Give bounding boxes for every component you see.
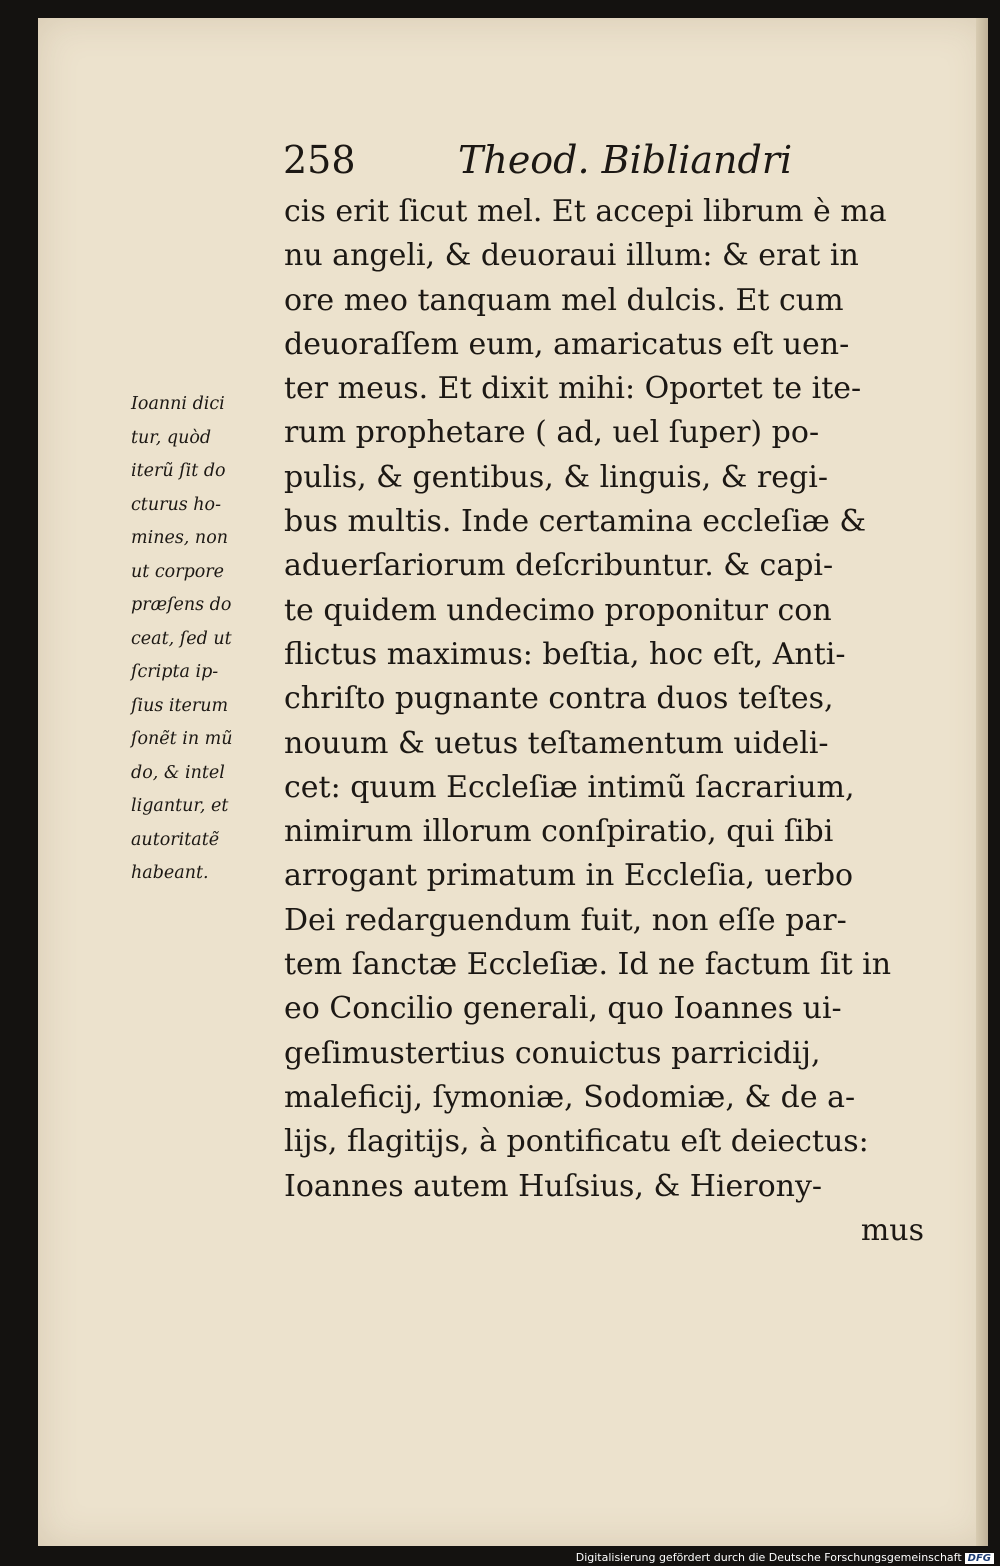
text-line: chriſto pugnante contra duos teſtes, <box>284 681 834 717</box>
text-line: te quidem undecimo proponitur con <box>284 592 832 628</box>
margin-note-line: præſens do <box>131 595 232 615</box>
margin-note-line: ſius iterum <box>131 695 229 716</box>
text-line: Dei redarguendum fuit, non eſſe par- <box>284 902 847 938</box>
text-line: nouum & uetus teſtamentum uideli- <box>284 725 829 761</box>
text-line: deuoraſſem eum, amaricatus eſt uen- <box>284 326 850 362</box>
text-line: nimirum illorum conſpiratio, qui ſibi <box>284 814 834 850</box>
margin-note-line: ſcripta ip- <box>131 662 219 682</box>
text-line: arrogant primatum in Eccleſia, uerbo <box>284 858 854 894</box>
body-text <box>284 190 924 1253</box>
dfg-logo: DFG <box>965 1553 994 1564</box>
text-line: rum prophetare ( ad, uel ſuper) po- <box>284 415 820 451</box>
text-line: ore meo tanquam mel dulcis. Et cum <box>284 282 844 318</box>
margin-note-line: do, & intel <box>131 762 225 783</box>
margin-note-line: autoritatẽ <box>131 829 220 850</box>
digitization-credit <box>576 1551 994 1564</box>
text-line: cet: quum Eccleſiæ intimũ ſacrarium, <box>284 769 855 805</box>
text-line: eo Concilio generali, quo Ioannes ui- <box>284 991 842 1027</box>
text-line: pulis, & gentibus, & linguis, & regi- <box>284 459 828 495</box>
text-line: cis erit ſicut mel. Et accepi librum è ma <box>284 194 887 229</box>
margin-note-line: mines, non <box>131 528 229 548</box>
margin-note <box>131 388 271 891</box>
margin-note-line: ligantur, et <box>131 796 229 816</box>
text-line: flictus maximus: beſtia, hoc eſt, Anti- <box>284 636 846 672</box>
text-line: Ioannes autem Huſsius, & Hierony- <box>284 1168 823 1204</box>
text-line: ter meus. Et dixit mihi: Oportet te ite- <box>284 371 862 407</box>
margin-note-line: ut corpore <box>131 561 225 582</box>
running-head: Theod. Bibliandri <box>458 138 793 182</box>
text-line: lijs, flagitijs, à pontificatu eſt deiectus: <box>284 1124 869 1160</box>
credit-text: Digitalisierung gefördert durch die Deutsche Forschungsgemeinschaft <box>575 1551 962 1564</box>
text-line: geſimustertius conuictus parricidij, <box>284 1035 821 1071</box>
margin-note-line: habeant. <box>131 863 209 883</box>
page-edge <box>976 18 988 1546</box>
margin-note-line: cturus ho- <box>131 494 222 515</box>
text-line: tem ſanctæ Eccleſiæ. Id ne factum ſit in <box>284 947 892 983</box>
margin-note-line: ceat, ſed ut <box>131 628 232 649</box>
text-line: maleficij, ſymoniæ, Sodomiæ, & de a- <box>284 1079 856 1115</box>
page-header <box>283 138 792 182</box>
text-line: aduerſariorum deſcribuntur. & capi- <box>284 548 834 584</box>
page-number: 258 <box>283 138 356 182</box>
margin-note-line: tur, quòd <box>131 427 212 448</box>
text-line: bus multis. Inde certamina eccleſiæ & <box>284 504 867 540</box>
text-line: nu angeli, & deuoraui illum: & erat in <box>284 238 859 274</box>
margin-note-line: ſonẽt in mũ <box>131 729 233 749</box>
margin-note-line: Ioanni dici <box>131 394 225 414</box>
margin-note-line: iterũ ſit do <box>131 461 226 481</box>
catchword: mus <box>860 1212 924 1248</box>
book-page <box>38 18 988 1546</box>
